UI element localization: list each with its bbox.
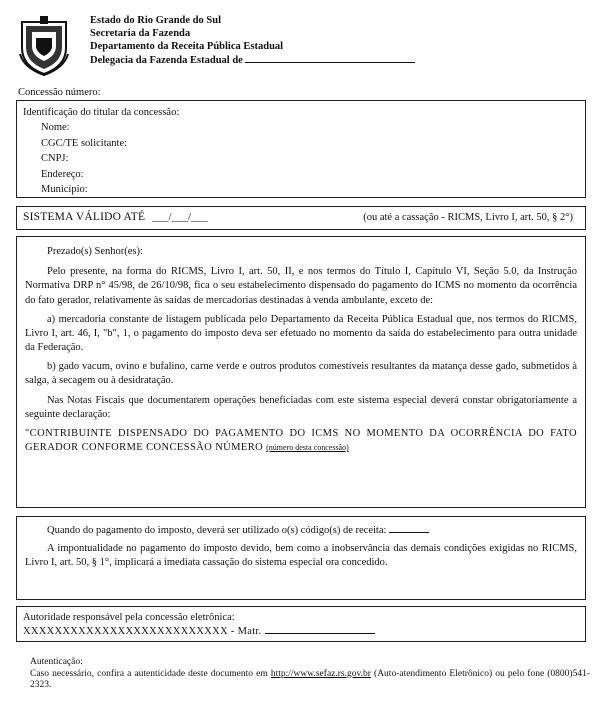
header-text <box>90 14 490 67</box>
authentication-text: Caso necessário, confira a autenticidade deste documento em http://www.sefaz.rs.gov.br (Auto-atendimento Eletrônico) ou pelo fone (0800)541-2323. <box>30 668 591 690</box>
main-text-box <box>16 236 586 508</box>
field-municipality: Município: <box>41 184 88 195</box>
field-name: Nome: <box>41 122 70 133</box>
state-name: Estado do Rio Grande do Sul <box>90 15 221 26</box>
delegation-line: Delegacia da Fazenda Estadual de <box>90 53 490 67</box>
field-cnpj: CNPJ: <box>41 153 69 164</box>
validity-title: SISTEMA VÁLIDO ATÉ <box>23 211 146 223</box>
payment-code-line: Quando do pagamento do imposto, deverá ser utilizado o(s) código(s) de receita: <box>25 523 577 538</box>
main-paragraph-1: Pelo presente, na forma do RICMS, Livro I, art. 50, II, e nos termos do Título I, Capítulo VI, Seção 5.0, da Instrução Normativa DRP n° 45/98, de 26/10/98, fica o seu estabelecimento dispensado do pagamento do ICMS no momento da ocorrência do fato gerador, relativamente às saídas de mercadorias destinadas à venda ambulante, exceto de: <box>25 266 577 306</box>
identification-box <box>16 100 586 198</box>
payment-warning: A impontualidade no pagamento do imposto devido, bem como a inobservância das demais condições exigidas no RICMS, Livro I, art. 50, § 1°, implicará a imediata cassação do sistema especial ora concedido. <box>25 543 577 569</box>
authentication-title: Autenticação: <box>30 657 83 667</box>
delegation-blank <box>245 53 415 63</box>
authority-blank <box>265 624 375 634</box>
main-paragraph-2: Nas Notas Fiscais que documentarem operações beneficiadas com este sistema especial deverá constar obrigatoriamente a seguinte declaração: <box>25 394 577 420</box>
payment-box <box>16 516 586 600</box>
authority-box <box>16 606 586 642</box>
field-address: Endereço: <box>41 168 84 180</box>
identification-title: Identificação do titular da concessão: <box>23 107 180 118</box>
declaration-text: "CONTRIBUINTE DISPENSADO DO PAGAMENTO DO ICMS NO MOMENTO DA OCORRÊNCIA DO FATO GERADOR CONFORME CONCESSÃO NÚMERO <box>25 427 577 454</box>
authority-label: Autoridade responsável pela concessão eletrônica: <box>23 612 235 623</box>
authentication-footer <box>30 657 590 692</box>
greeting: Prezado(s) Senhor(es): <box>47 246 143 257</box>
exception-item-a: a) mercadoria constante de listagem publicada pelo Departamento da Receita Pública Estadual que, nos termos do RICMS, Livro I, art. 46, I, "b", 1, o pagamento do imposto deva ser efetuado no momento da saída do estabelecimento para outra unidade da Federação. <box>25 313 577 354</box>
validity-note: (ou até a cassação - RICMS, Livro I, art. 50, § 2°) <box>363 212 573 223</box>
authority-value-line: XXXXXXXXXXXXXXXXXXXXXXXXXX - Matr. <box>23 624 579 639</box>
department-name: Departamento da Receita Pública Estadual <box>90 41 284 52</box>
mandatory-declaration <box>25 427 577 455</box>
validity-box <box>16 206 586 230</box>
exception-item-b: b) gado vacum, ovino e bufalino, carne verde e outros produtos comestíveis resultantes da matança desse gado, submetidos à salga, à secagem ou à desidratação. <box>25 361 577 387</box>
validity-dates: ___/___/___ <box>151 211 208 223</box>
field-cgc-te: CGC/TE solicitante: <box>41 137 128 149</box>
declaration-note: (número desta concessão) <box>266 443 349 453</box>
sefaz-link[interactable]: http://www.sefaz.rs.gov.br <box>270 668 371 679</box>
state-coat-of-arms-icon <box>18 14 70 76</box>
secretariat-name: Secretaria da Fazenda <box>90 28 191 39</box>
concession-number-label: Concessão número: <box>18 87 101 98</box>
revenue-code-blank <box>389 523 429 533</box>
